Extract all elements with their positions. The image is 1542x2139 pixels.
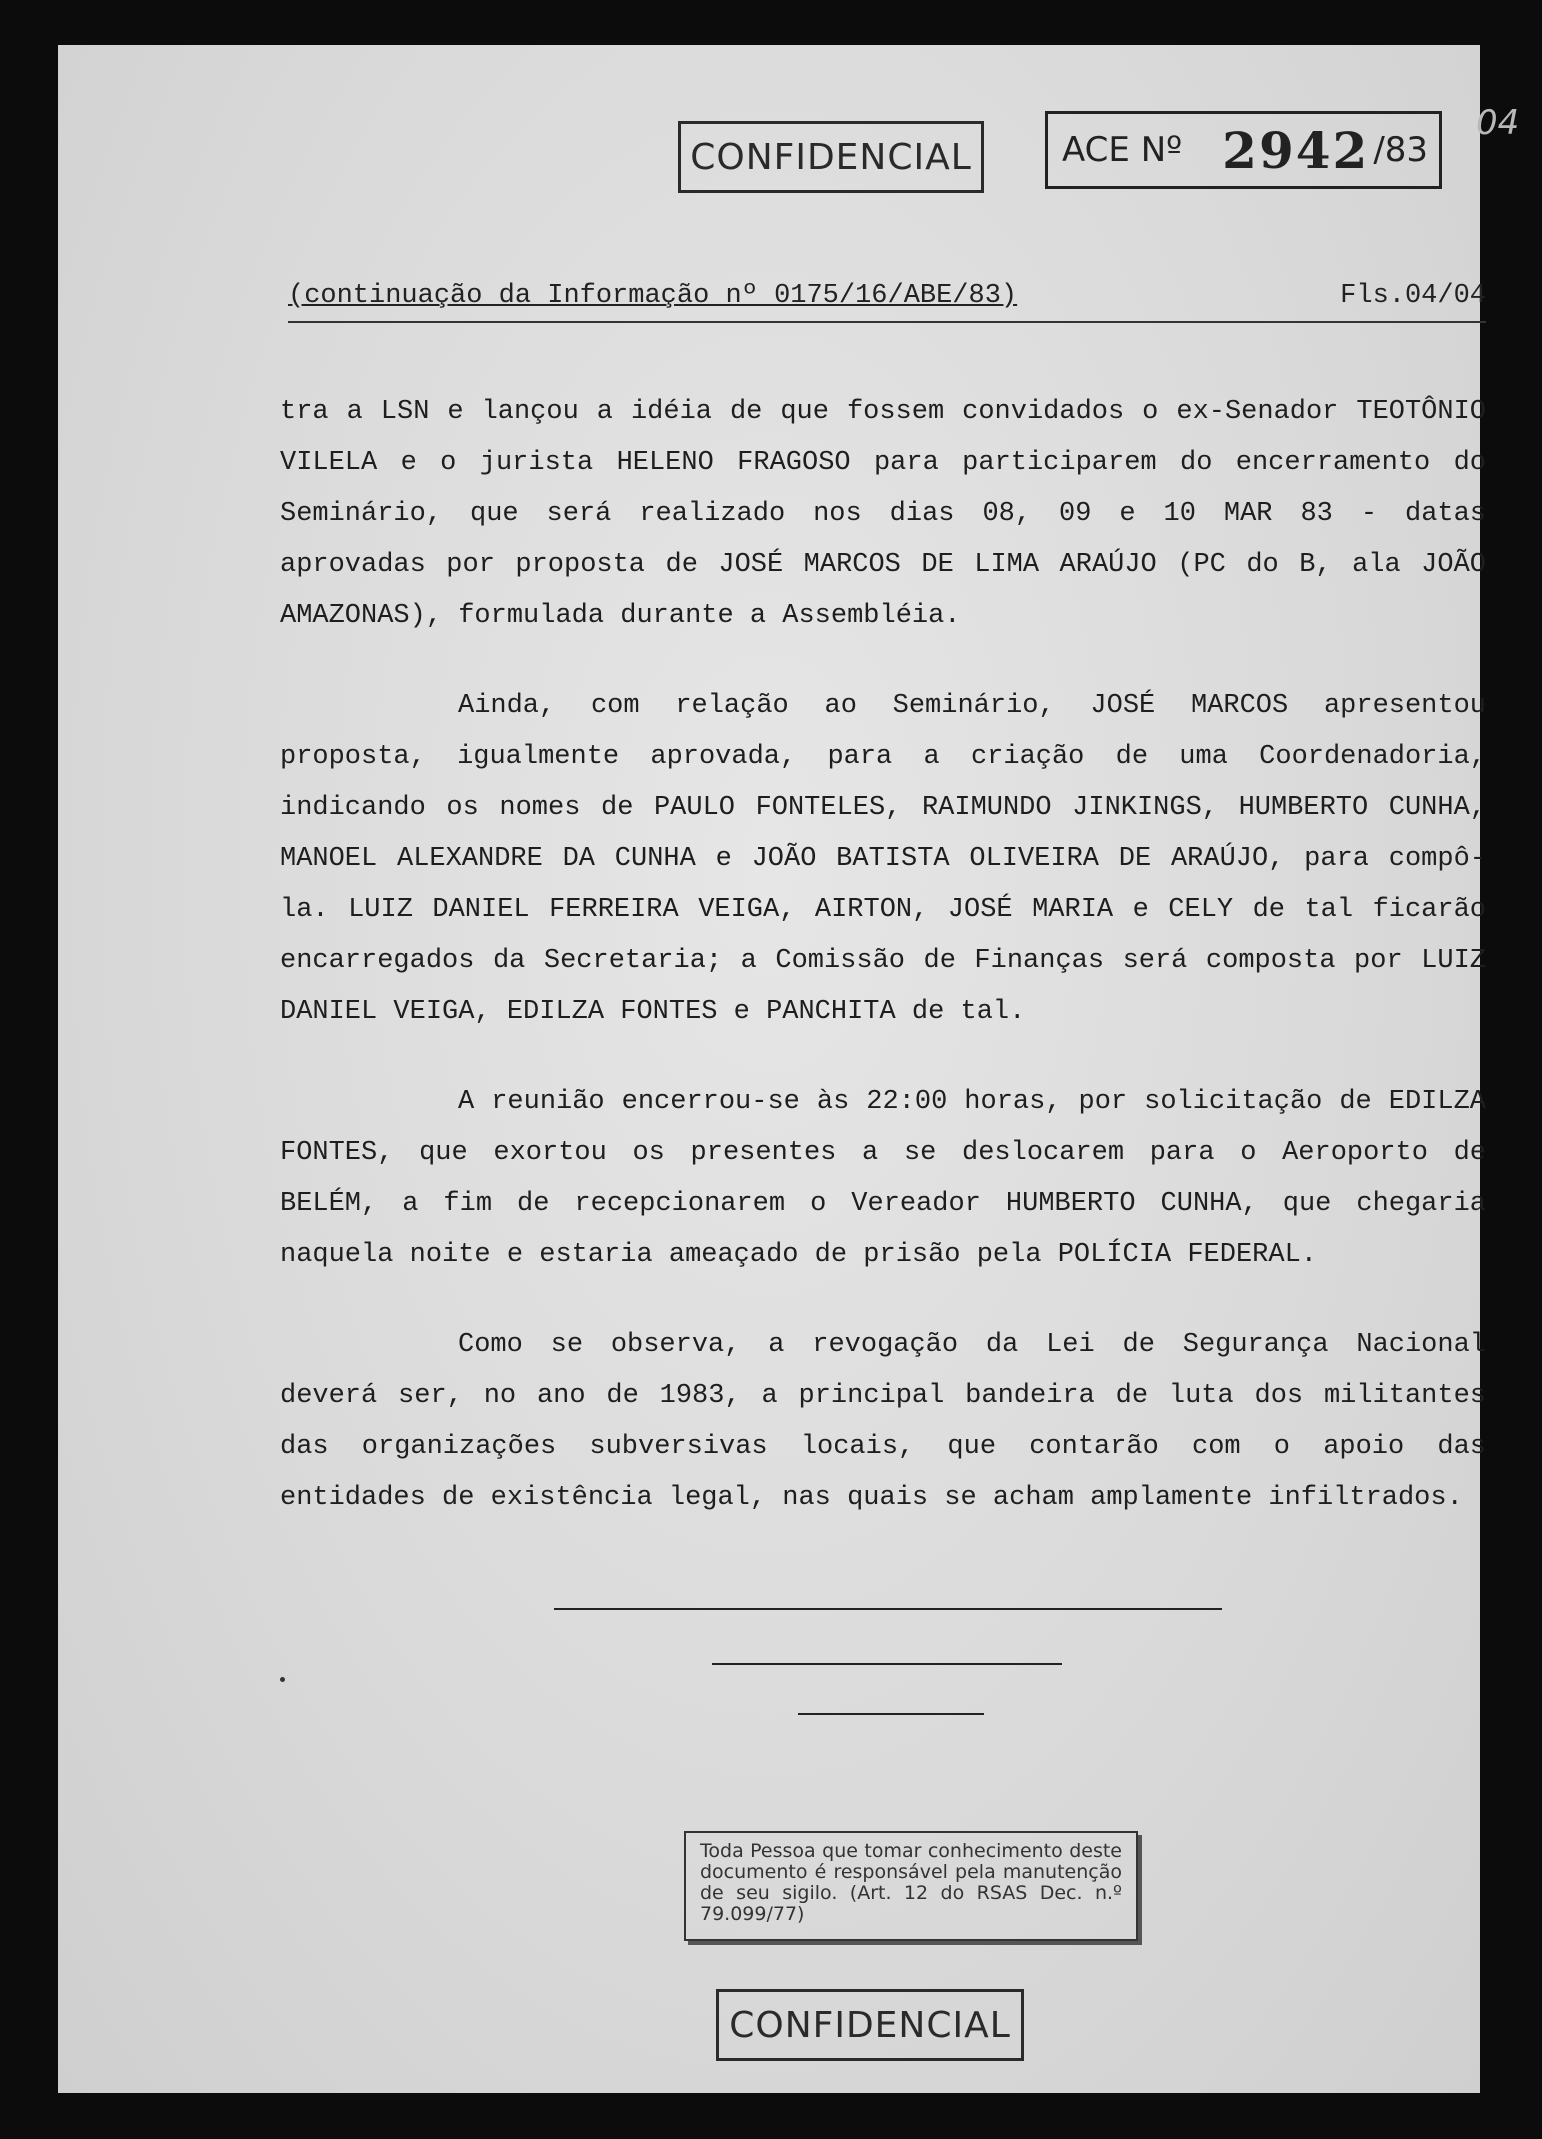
document-header (288, 281, 1486, 311)
closing-rule-1 (554, 1608, 1222, 1610)
page-number: Fls.04/04 (1340, 281, 1486, 311)
confidentiality-notice: Toda Pessoa que tomar conhecimento deste documento é responsável pela manutenção de seu sigilo. (Art. 12 do RSAS Dec. n.º 79.099/77) (684, 1831, 1138, 1941)
paragraph-2: Ainda, com relação ao Seminário, JOSÉ MARCOS apresentou proposta, igualmente aprovada, para a criação de uma Coordenadoria, indicando os nomes de PAULO FONTELES, RAIMUNDO JINKINGS, HUMBERTO CUNHA, MANOEL ALEXANDRE DA CUNHA e JOÃO BATISTA OLIVEIRA DE ARAÚJO, para compô-la. LUIZ DANIEL FERREIRA VEIGA, AIRTON, JOSÉ MARIA e CELY de tal ficarão encarregados da Secretaria; a Comissão de Finanças será composta por LUIZ DANIEL VEIGA, EDILZA FONTES e PANCHITA de tal. (280, 691, 1486, 1027)
paragraph-1: tra a LSN e lançou a idéia de que fossem convidados o ex-Senador TEOTÔNIO VILELA e o jurista HELENO FRAGOSO para participarem do encerramento do Seminário, que será realizado nos dias 08, 09 e 10 MAR 83 - datas aprovadas por proposta de JOSÉ MARCOS DE LIMA ARAÚJO (PC do B, ala JOÃO AMAZONAS), formulada durante a Assembléia. (280, 397, 1486, 631)
document-page (58, 45, 1520, 2093)
paragraph-4: Como se observa, a revogação da Lei de Segurança Nacional deverá ser, no ano de 1983, a principal bandeira de luta dos militantes das organizações subversivas locais, que contarão com o apoio das entidades de existência legal, nas quais se acham amplamente infiltrados. (280, 1330, 1486, 1513)
confidential-stamp-bottom: CONFIDENCIAL (716, 1989, 1024, 2061)
ace-number: 2942 (1222, 120, 1370, 180)
confidential-stamp-top: CONFIDENCIAL (678, 121, 984, 193)
header-rule (288, 321, 1486, 323)
page-corner-mark: 04 (1476, 103, 1520, 143)
continuation-reference: (continuação da Informação nº 0175/16/ABE/83) (288, 281, 1018, 311)
closing-rule-2 (712, 1663, 1062, 1665)
ace-year: /83 (1373, 130, 1429, 170)
paragraph-3: A reunião encerrou-se às 22:00 horas, por solicitação de EDILZA FONTES, que exortou os presentes a se deslocarem para o Aeroporto de BELÉM, a fim de recepcionarem o Vereador HUMBERTO CUNHA, que chegaria naquela noite e estaria ameaçado de prisão pela POLÍCIA FEDERAL. (280, 1087, 1486, 1270)
document-body (280, 387, 1486, 1563)
scan-speck (280, 1677, 285, 1682)
closing-rule-3 (798, 1713, 984, 1715)
ace-number-box (1045, 111, 1442, 189)
ace-label: ACE Nº (1062, 130, 1183, 170)
